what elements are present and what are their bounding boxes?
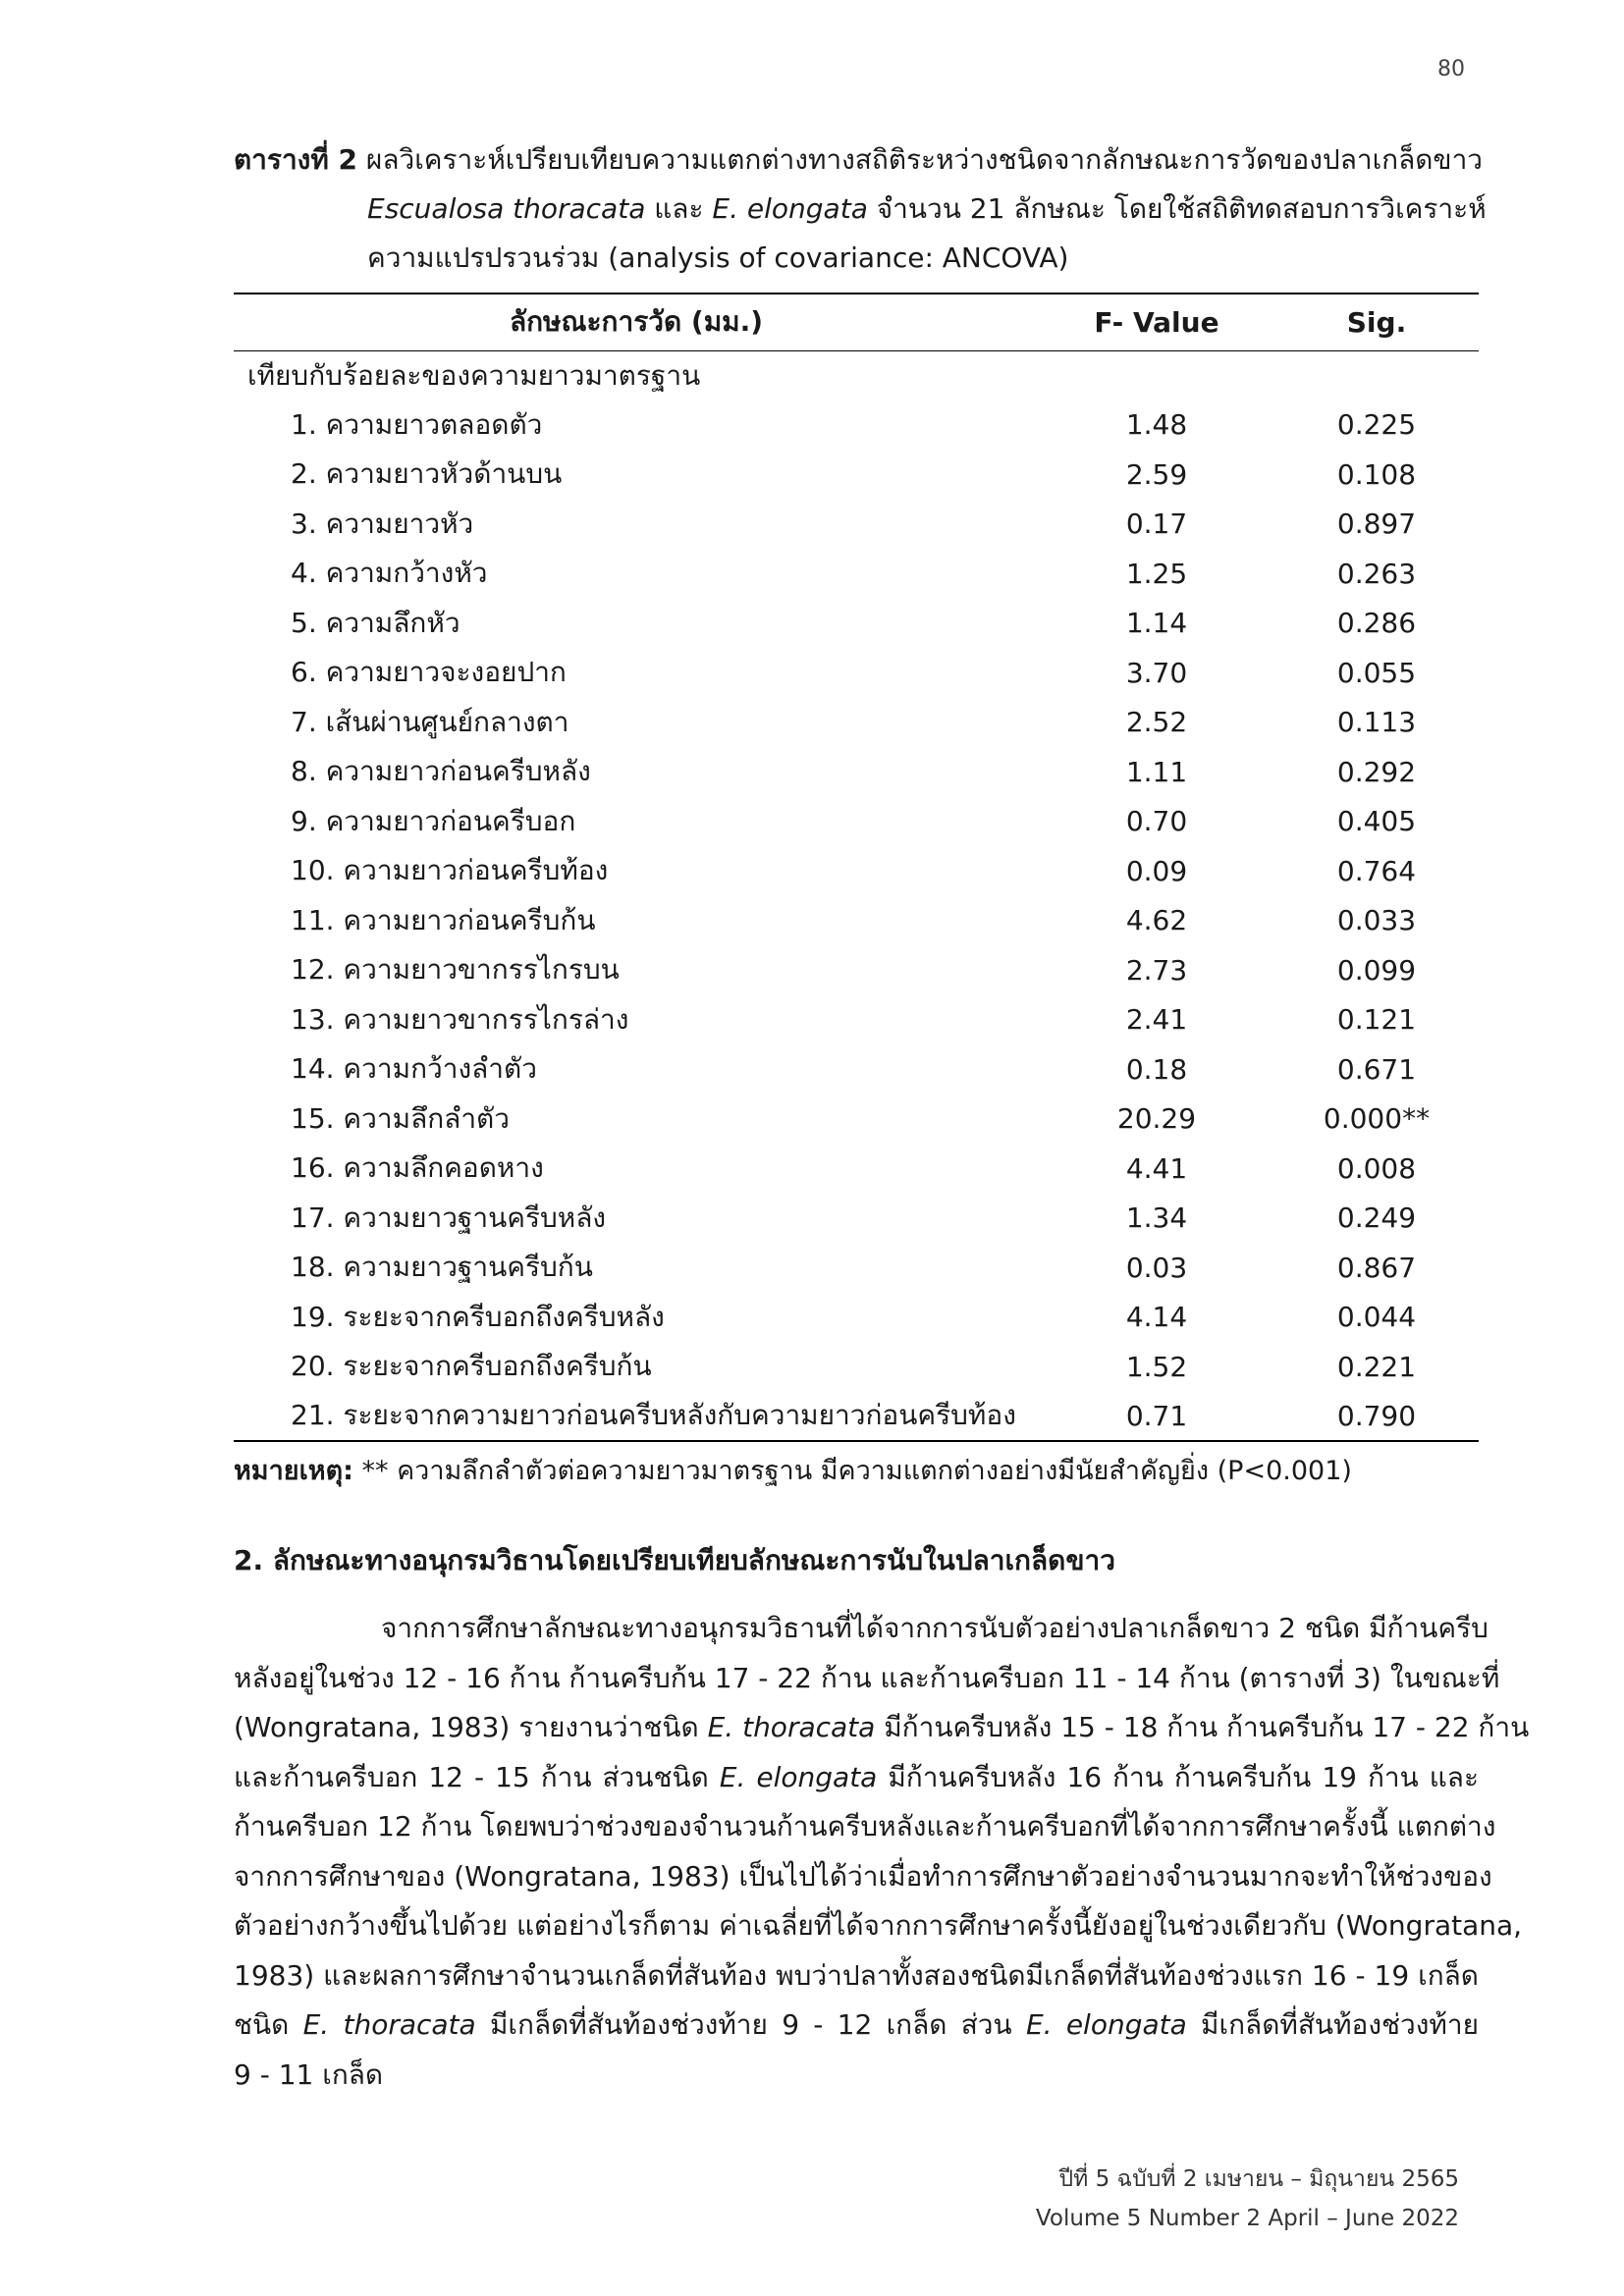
table-row — [234, 450, 1479, 500]
caption-text-2a: และ — [645, 192, 713, 225]
row-label: 7. เส้นผ่านศูนย์กลางตา — [291, 705, 569, 738]
table-row — [234, 1293, 1479, 1343]
paragraph-line — [234, 1753, 1479, 1803]
f-value-cell: 1.25 — [1125, 557, 1188, 590]
row-label: 3. ความยาวหัว — [291, 507, 474, 540]
text-span: และก้านครีบอก 12 - 15 ก้าน ส่วนชนิด — [234, 1760, 720, 1793]
sig-cell: 0.121 — [1336, 1003, 1417, 1037]
table-caption — [234, 135, 1487, 283]
f-value-cell: 1.11 — [1125, 755, 1188, 788]
paragraph-line — [234, 1703, 1530, 1753]
table-group-row — [234, 350, 1479, 400]
paragraph-line: 1983) และผลการศึกษาจำนวนเกล็ดที่สันท้อง พบว่าปลาทั้งสองชนิดมีเกล็ดที่สันท้องช่วงแรก 16 - 19 เกล็ด — [234, 1958, 1479, 1992]
table-row — [234, 1342, 1479, 1392]
header-measurement: ลักษณะการวัด (มม.) — [234, 294, 1039, 350]
f-value-cell: 2.59 — [1125, 457, 1188, 491]
table-row — [234, 995, 1479, 1045]
sig-cell: 0.790 — [1274, 1392, 1479, 1442]
paragraph-line — [234, 2001, 1479, 2051]
row-label: 12. ความยาวขากรรไกรบน — [291, 953, 620, 987]
sig-cell: 0.405 — [1336, 805, 1417, 838]
text-span: (Wongratana, 1983) รายงานว่าชนิด — [234, 1711, 708, 1743]
f-value-cell: 2.52 — [1125, 706, 1188, 739]
f-value-cell: 4.41 — [1125, 1151, 1188, 1185]
sig-cell: 0.108 — [1336, 457, 1417, 491]
sig-cell: 0.000** — [1323, 1102, 1431, 1136]
row-label: 5. ความลึกหัว — [291, 606, 460, 639]
species-name: E. elongata — [1025, 2008, 1187, 2041]
f-value-cell: 0.71 — [1039, 1392, 1274, 1442]
f-value-cell: 1.14 — [1125, 607, 1188, 640]
journal-footer — [1036, 2160, 1459, 2238]
f-value-cell: 4.62 — [1125, 904, 1188, 937]
table-header-row — [234, 294, 1479, 350]
header-sig: Sig. — [1274, 294, 1479, 350]
paragraph-line: จากการศึกษาของ (Wongratana, 1983) เป็นไปได้ว่าเมื่อทำการศึกษาตัวอย่างจำนวนมากจะทำให้ช่วงของ — [234, 1859, 1492, 1893]
table-row — [234, 1392, 1479, 1442]
sig-cell: 0.671 — [1336, 1052, 1417, 1086]
f-value-cell: 3.70 — [1125, 656, 1188, 689]
sig-cell: 0.764 — [1336, 854, 1417, 887]
page-number: 80 — [1437, 57, 1465, 81]
row-label: 21. ระยะจากความยาวก่อนครีบหลังกับความยาวก่อนครีบท้อง — [234, 1392, 1039, 1442]
table-row — [234, 1243, 1479, 1293]
sig-cell: 0.286 — [1336, 607, 1417, 640]
caption-text-1: ผลวิเคราะห์เปรียบเทียบความแตกต่างทางสถิติระหว่างชนิดจากลักษณะการวัดของปลาเกล็ดขาว — [357, 143, 1484, 176]
table-row — [234, 945, 1479, 995]
sig-cell: 0.008 — [1336, 1151, 1417, 1185]
caption-line-1 — [234, 135, 1484, 185]
sig-cell: 0.225 — [1336, 408, 1417, 442]
table-row — [234, 747, 1479, 797]
row-label: 9. ความยาวก่อนครีบอก — [291, 804, 576, 837]
sig-cell: 0.055 — [1336, 656, 1417, 689]
row-label: 10. ความยาวก่อนครีบท้อง — [291, 854, 609, 887]
header-f-value: F- Value — [1039, 294, 1274, 350]
text-span: มีก้านครีบหลัง 15 - 18 ก้าน ก้านครีบก้น 17 - 22 ก้าน — [875, 1711, 1530, 1743]
sig-cell: 0.033 — [1336, 904, 1417, 937]
row-label: 6. ความยาวจะงอยปาก — [291, 656, 567, 689]
row-label: 2. ความยาวหัวด้านบน — [291, 457, 563, 491]
table-row — [234, 1144, 1479, 1194]
table-row — [234, 846, 1479, 896]
table-row — [234, 698, 1479, 748]
row-label: 18. ความยาวฐานครีบก้น — [291, 1251, 593, 1284]
f-value-cell: 0.03 — [1125, 1251, 1188, 1284]
table-row — [234, 599, 1479, 649]
f-value-cell: 20.29 — [1116, 1102, 1197, 1136]
section-heading: 2. ลักษณะทางอนุกรมวิธานโดยเปรียบเทียบลักษณะการนับในปลาเกล็ดขาว — [234, 1544, 1115, 1576]
table-row — [234, 896, 1479, 946]
text-span: มีก้านครีบหลัง 16 ก้าน ก้านครีบก้น 19 ก้าน และ — [877, 1760, 1479, 1793]
species-name: E. thoracata — [302, 2008, 476, 2041]
sig-cell: 0.099 — [1336, 953, 1417, 987]
paragraph-line: หลังอยู่ในช่วง 12 - 16 ก้าน ก้านครีบก้น 17 - 22 ก้าน และก้านครีบอก 11 - 14 ก้าน (ตารางที่ 3) ในขณะที่ — [234, 1661, 1500, 1694]
table-row — [234, 1044, 1479, 1095]
f-value-cell: 1.48 — [1125, 408, 1188, 442]
row-label: 14. ความกว้างลำตัว — [291, 1052, 537, 1086]
f-value-cell: 0.70 — [1125, 805, 1188, 838]
note-text: ** ความลึกลำตัวต่อความยาวมาตรฐาน มีความแตกต่างอย่างมีนัยสำคัญยิ่ง (P<0.001) — [352, 1456, 1352, 1486]
table-row — [234, 500, 1479, 550]
sig-cell: 0.263 — [1336, 557, 1417, 590]
sig-cell: 0.113 — [1336, 706, 1417, 739]
paragraph-line: จากการศึกษาลักษณะทางอนุกรมวิธานที่ได้จากการนับตัวอย่างปลาเกล็ดขาว 2 ชนิด มีก้านครีบ — [381, 1612, 1489, 1644]
group-label: เทียบกับร้อยละของความยาวมาตรฐาน — [247, 358, 701, 392]
table-row — [234, 1194, 1479, 1244]
f-value-cell: 0.09 — [1125, 854, 1188, 887]
row-label: 11. ความยาวก่อนครีบก้น — [291, 903, 596, 936]
row-label: 16. ความลึกคอดหาง — [291, 1151, 544, 1185]
f-value-cell: 2.41 — [1125, 1003, 1188, 1037]
caption-text-2b: จำนวน 21 ลักษณะ โดยใช้สถิติทดสอบการวิเคราะห์ — [867, 192, 1487, 225]
table-row — [234, 797, 1479, 847]
table-row — [234, 1095, 1479, 1145]
row-label: 17. ความยาวฐานครีบหลัง — [291, 1201, 607, 1234]
note-label: หมายเหตุ: — [234, 1456, 353, 1486]
caption-line-2 — [234, 185, 1487, 234]
caption-species-1: Escualosa thoracata — [367, 192, 646, 225]
paragraph-line: 9 - 11 เกล็ด — [234, 2057, 384, 2091]
species-name: E. thoracata — [707, 1711, 876, 1743]
sig-cell: 0.292 — [1336, 755, 1417, 788]
sig-cell: 0.897 — [1336, 507, 1417, 541]
caption-label: ตารางที่ 2 — [234, 143, 358, 176]
text-span: มีเกล็ดที่สันท้องช่วงท้าย — [1186, 2008, 1479, 2041]
paragraph-line: ก้านครีบอก 12 ก้าน โดยพบว่าช่วงของจำนวนก้านครีบหลังและก้านครีบอกที่ได้จากการศึกษาครั้งนี้ แตกต่าง — [234, 1810, 1496, 1842]
caption-species-2: E. elongata — [712, 192, 868, 225]
table-row — [234, 400, 1479, 451]
row-label: 13. ความยาวขากรรไกรล่าง — [291, 1002, 629, 1036]
row-label: 1. ความยาวตลอดตัว — [291, 407, 543, 441]
sig-cell: 0.867 — [1336, 1251, 1417, 1284]
table-row — [234, 648, 1479, 698]
row-label: 4. ความกว้างหัว — [291, 557, 488, 590]
table-note — [234, 1449, 1352, 1491]
row-label: 20. ระยะจากครีบอกถึงครีบก้น — [291, 1350, 652, 1383]
f-value-cell: 1.52 — [1125, 1350, 1188, 1383]
species-name: E. elongata — [719, 1760, 878, 1793]
caption-line-3: ความแปรปรวนร่วม (analysis of covariance: ANCOVA) — [367, 241, 1069, 274]
row-label: 8. ความยาวก่อนครีบหลัง — [291, 755, 591, 788]
row-label: 15. ความลึกลำตัว — [291, 1101, 510, 1135]
f-value-cell: 1.34 — [1125, 1201, 1188, 1235]
table-row — [234, 549, 1479, 599]
sig-cell: 0.249 — [1336, 1201, 1417, 1235]
text-span: มีเกล็ดที่สันท้องช่วงท้าย 9 - 12 เกล็ด ส่วน — [475, 2008, 1026, 2041]
f-value-cell: 0.17 — [1125, 507, 1188, 541]
body-paragraph — [234, 1604, 1530, 2100]
sig-cell: 0.044 — [1336, 1301, 1417, 1334]
sig-cell: 0.221 — [1336, 1350, 1417, 1383]
text-span: ชนิด — [234, 2008, 303, 2041]
ancova-table — [234, 293, 1479, 1442]
f-value-cell: 0.18 — [1125, 1052, 1188, 1086]
footer-thai: ปีที่ 5 ฉบับที่ 2 เมษายน – มิถุนายน 2565 — [1058, 2166, 1459, 2192]
row-label: 19. ระยะจากครีบอกถึงครีบหลัง — [291, 1300, 665, 1333]
f-value-cell: 4.14 — [1125, 1301, 1188, 1334]
paragraph-line: ตัวอย่างกว้างขึ้นไปด้วย แต่อย่างไรก็ตาม ค่าเฉลี่ยที่ได้จากการศึกษาครั้งนี้ยังอยู่ในช่วงเดียวกับ (Wongratana, — [234, 1909, 1523, 1942]
f-value-cell: 2.73 — [1125, 953, 1188, 987]
footer-english: Volume 5 Number 2 April – June 2022 — [1035, 2206, 1459, 2231]
